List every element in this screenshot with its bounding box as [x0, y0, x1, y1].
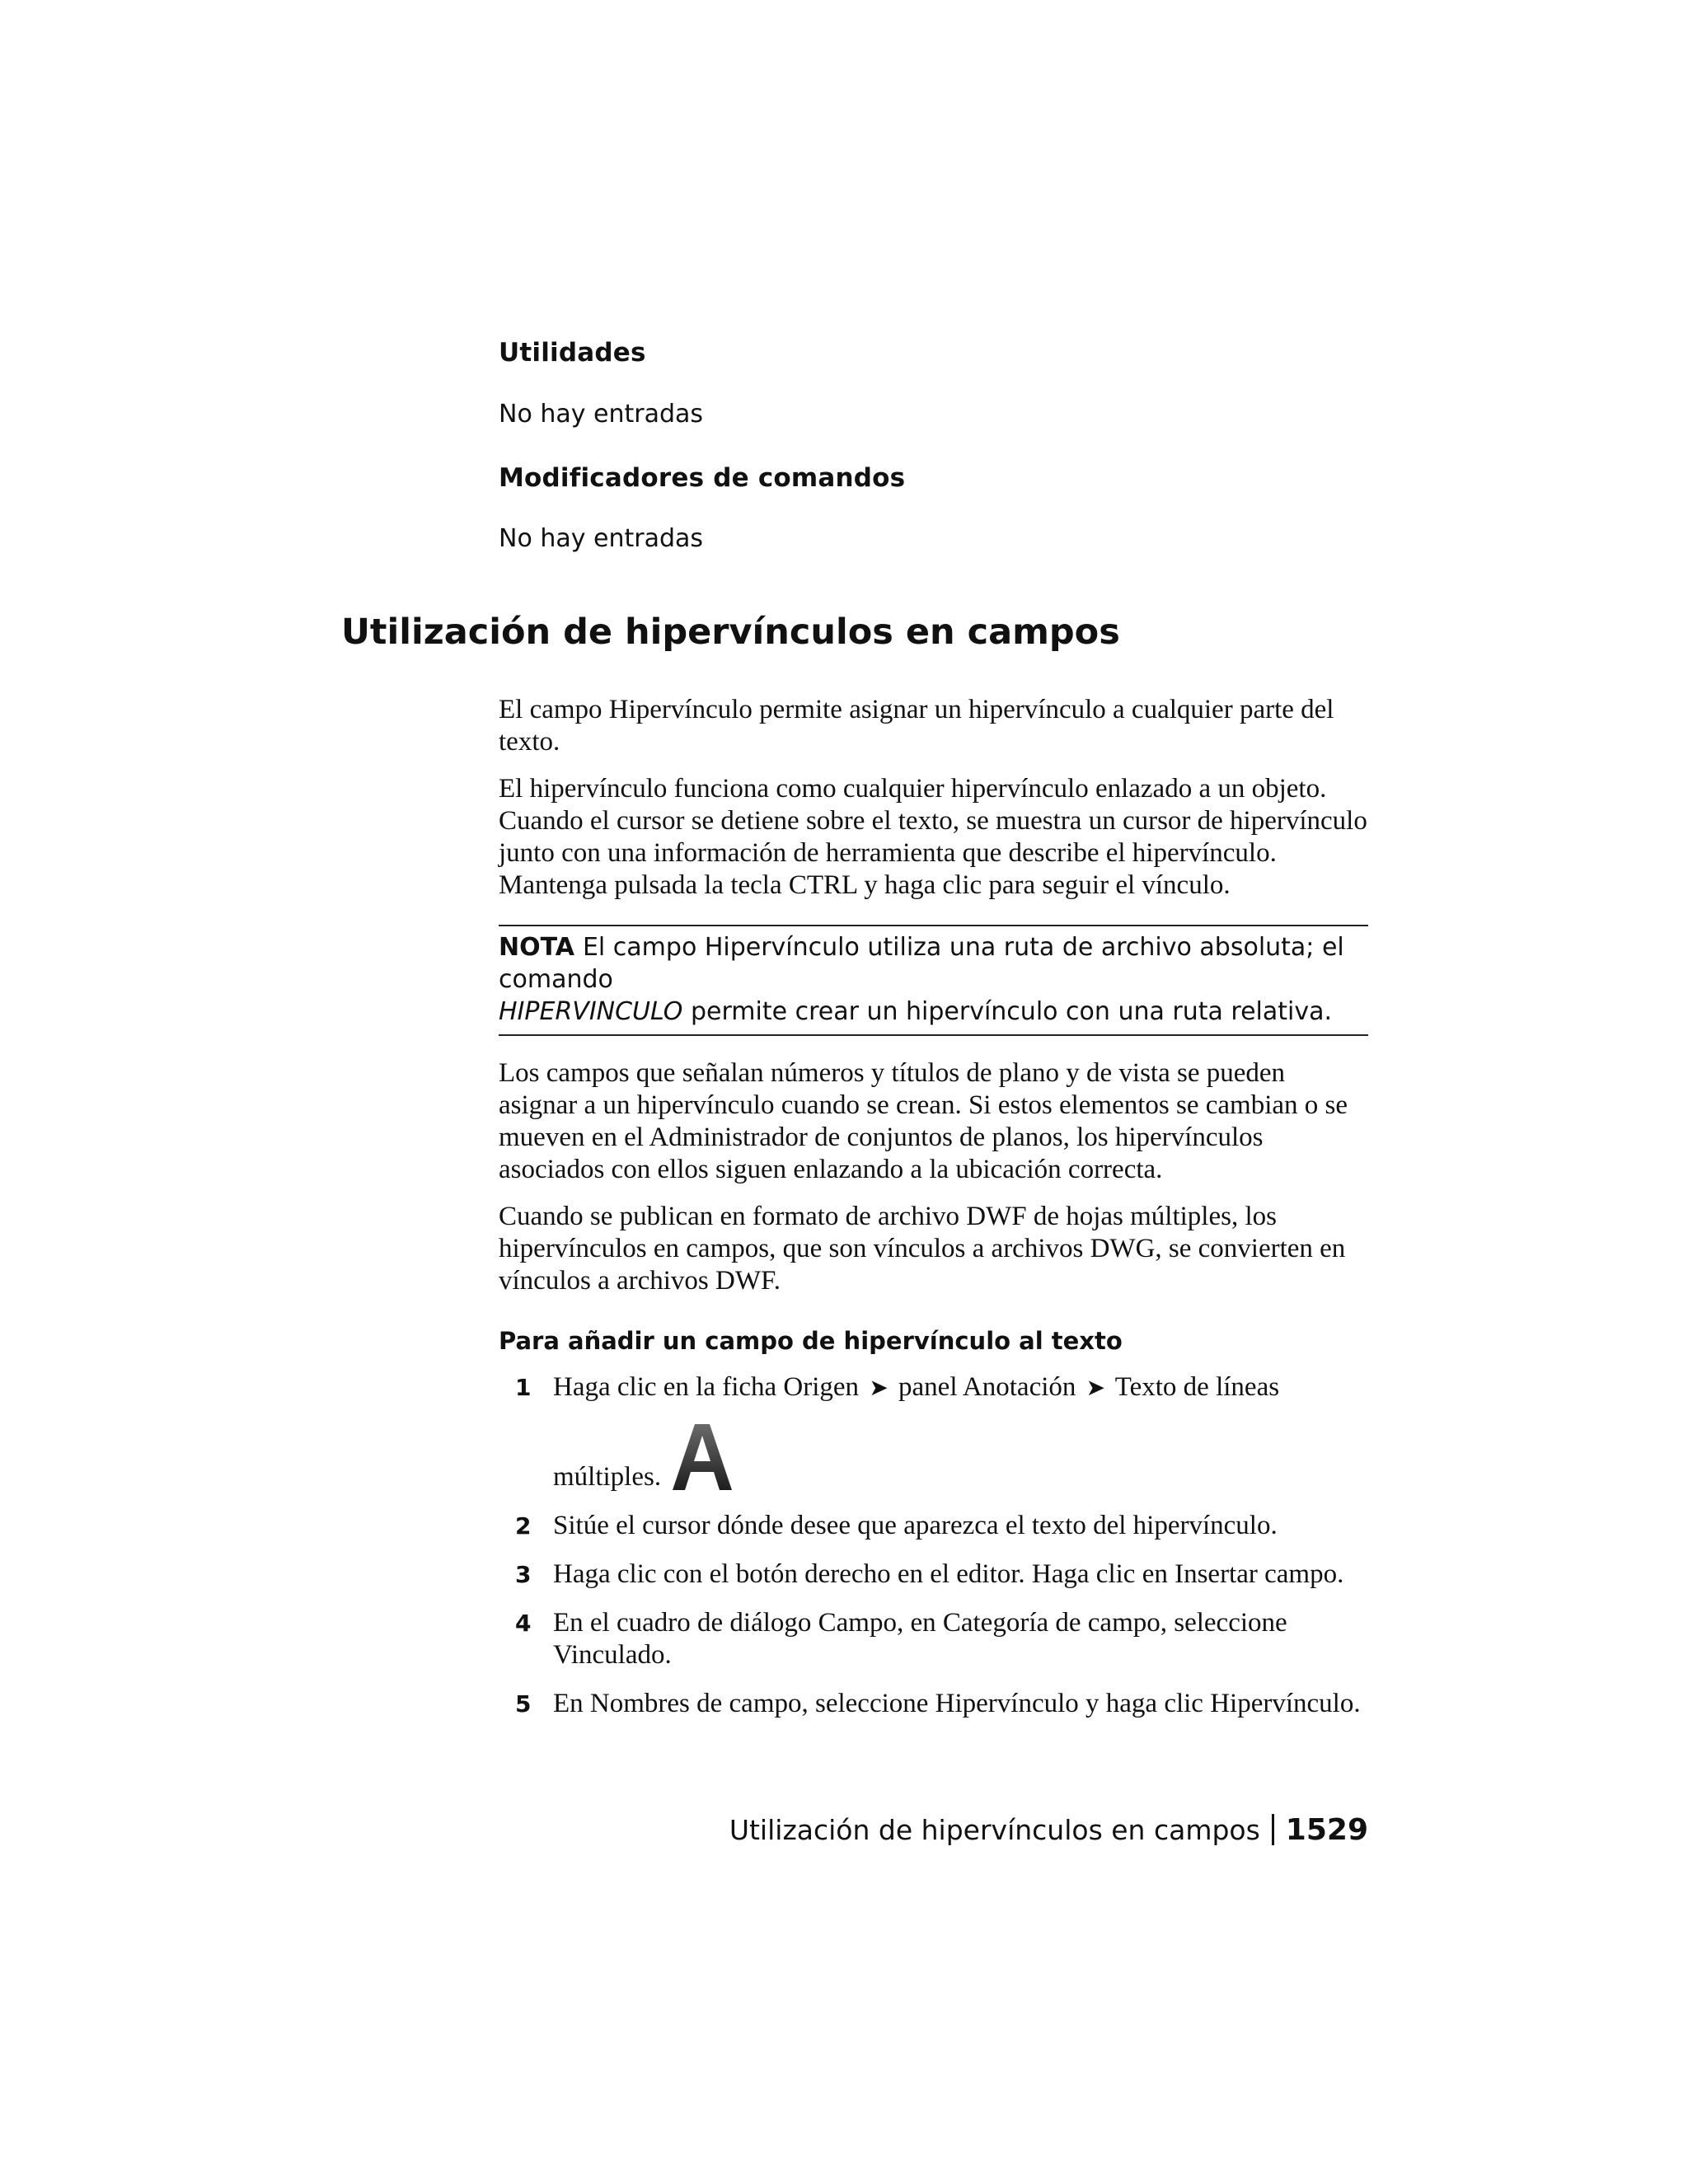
step-text: Sitúe el cursor dónde desee que aparezca el texto del hipervínculo.	[553, 1511, 1278, 1540]
note-box	[499, 925, 1368, 1036]
arrow-right-icon: ➤	[869, 1376, 889, 1401]
note-text-2: permite crear un hipervínculo con una ruta relativa.	[682, 997, 1333, 1026]
step-1-tool: Texto de líneas	[1114, 1372, 1280, 1402]
paragraph-sheet-fields: Los campos que señalan números y títulos de plano y de vista se pueden asignar a un hipervínculo cuando se crean. Si estos elementos se cambian o se mueven en el Administrador de conjuntos de planos, los hipervínculos asociados con ellos siguen enlazando a la ubicación correcta.	[499, 1058, 1348, 1184]
step-number: 3	[515, 1561, 532, 1588]
step-1-ribbon-tab: Haga clic en la ficha Origen	[553, 1372, 860, 1402]
procedure-step-3	[499, 1558, 1368, 1591]
modifiers-body: No hay entradas	[499, 524, 704, 553]
modifiers-heading: Modificadores de comandos	[499, 463, 906, 493]
paragraph-intro: El campo Hipervínculo permite asignar un hipervínculo a cualquier parte del texto.	[499, 695, 1334, 757]
footer-divider	[1272, 1814, 1274, 1845]
utilities-body: No hay entradas	[499, 400, 704, 429]
page-footer	[729, 1813, 1368, 1847]
page-number: 1529	[1285, 1813, 1368, 1847]
step-number: 2	[515, 1512, 532, 1540]
procedure-title: Para añadir un campo de hipervínculo al texto	[499, 1327, 1123, 1355]
multiline-text-icon	[669, 1419, 735, 1493]
procedure-steps	[499, 1371, 1368, 1720]
procedure-step-2	[499, 1510, 1368, 1542]
procedure-step-5	[499, 1688, 1368, 1720]
step-text: Haga clic con el botón derecho en el editor. Haga clic en Insertar campo.	[553, 1559, 1344, 1589]
note-text-1: El campo Hipervínculo utiliza una ruta de archivo absoluta; el comando	[499, 933, 1344, 994]
procedure-step-1	[499, 1371, 1368, 1493]
step-number: 5	[515, 1690, 532, 1718]
step-text: En Nombres de campo, seleccione Hipervínculo y haga clic Hipervínculo.	[553, 1689, 1361, 1718]
procedure-step-4	[499, 1607, 1368, 1671]
step-number: 1	[515, 1374, 532, 1401]
paragraph-behavior: El hipervínculo funciona como cualquier hipervínculo enlazado a un objeto. Cuando el cursor se detiene sobre el texto, se muestra un cursor de hipervínculo junto con una información de herramienta que describe el hipervínculo. Mantenga pulsada la tecla CTRL y haga clic para seguir el vínculo.	[499, 774, 1367, 900]
step-text: En el cuadro de diálogo Campo, en Categoría de campo, seleccione Vinculado.	[553, 1608, 1287, 1670]
step-number: 4	[515, 1610, 532, 1637]
section-title: Utilización de hipervínculos en campos	[341, 612, 1120, 653]
utilities-heading: Utilidades	[499, 338, 646, 368]
arrow-right-icon: ➤	[1085, 1376, 1106, 1401]
footer-title: Utilización de hipervínculos en campos	[729, 1814, 1260, 1846]
step-1-ribbon-panel: panel Anotación	[898, 1372, 1076, 1402]
section-content	[499, 694, 1368, 1736]
note-command: HIPERVINCULO	[499, 997, 683, 1026]
note-label: NOTA	[499, 933, 574, 962]
paragraph-dwf: Cuando se publican en formato de archivo DWF de hojas múltiples, los hipervínculos en campos, que son vínculos a archivos DWG, se convierten en vínculos a archivos DWF.	[499, 1202, 1346, 1296]
step-1-tool-cont: múltiples.	[553, 1462, 662, 1492]
